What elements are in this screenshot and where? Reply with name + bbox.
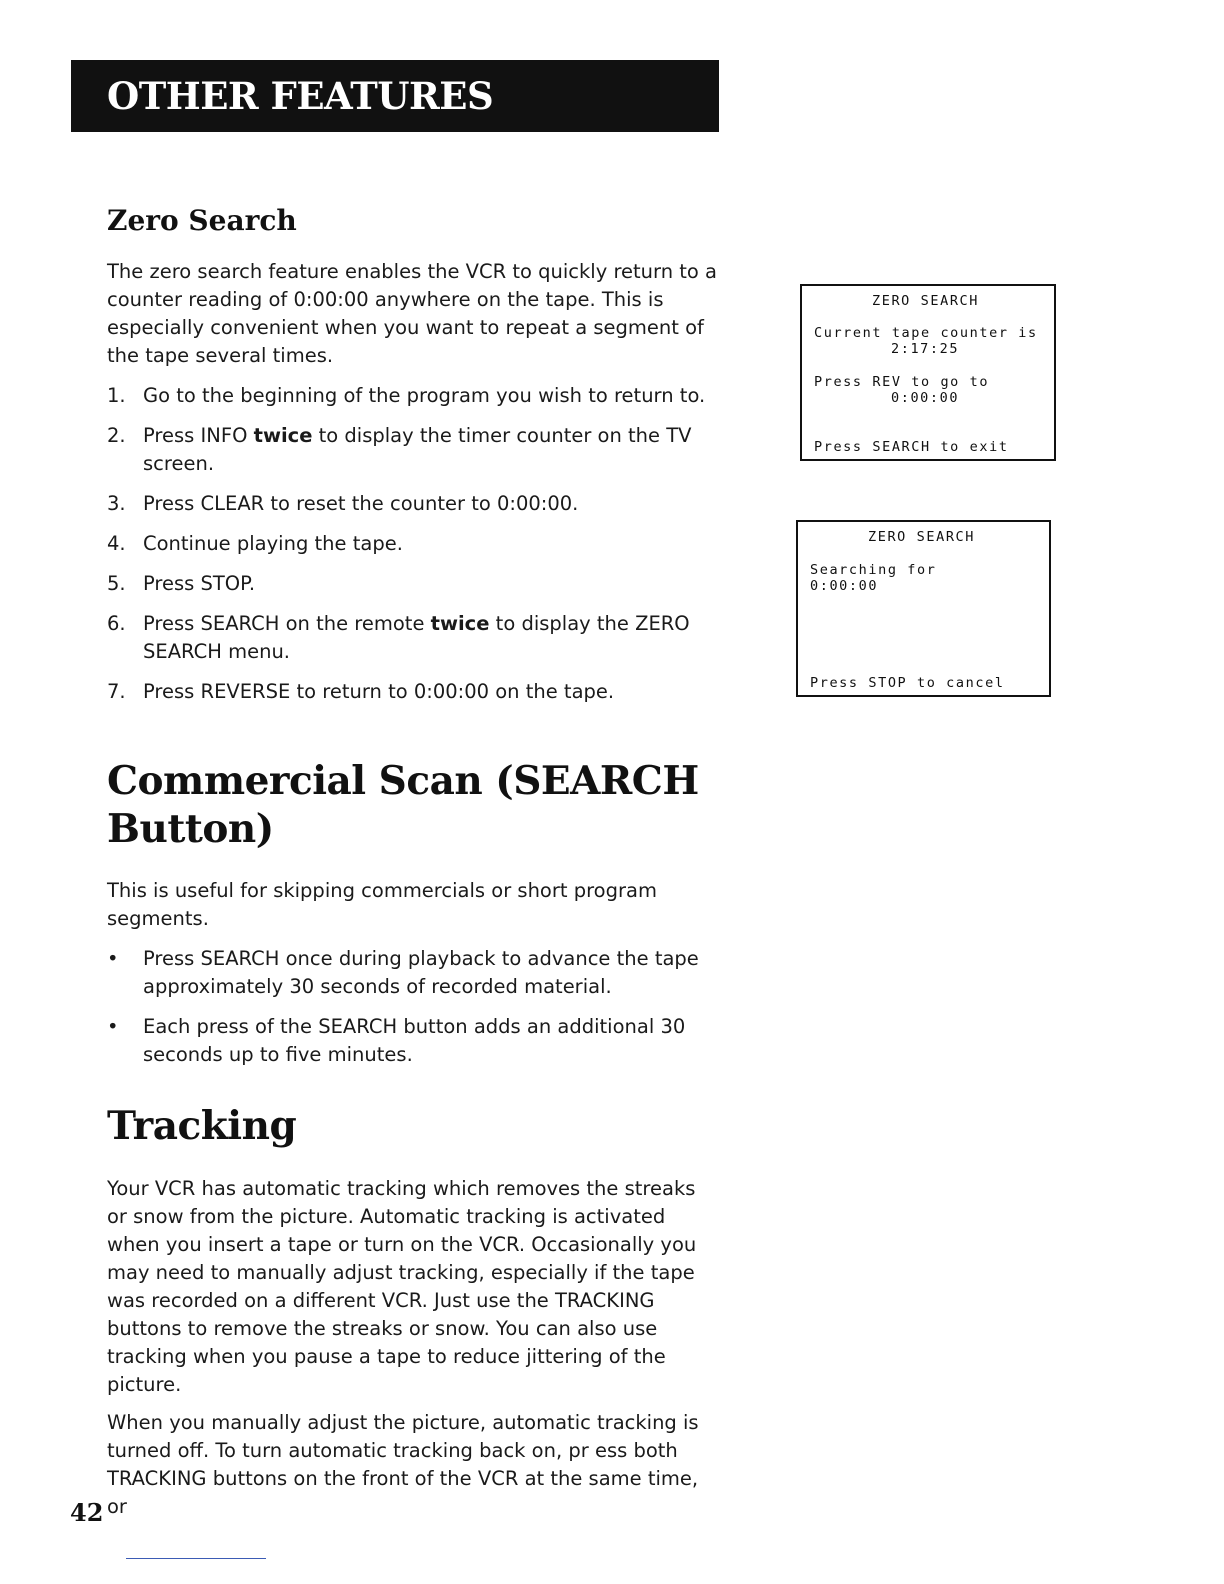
screen-text: Press REV to go to [814,374,990,390]
step-text: Press CLEAR to reset the counter to 0:00:00. [143,492,579,515]
step-text: Press REVERSE to return to 0:00:00 on the tape. [143,680,615,703]
zero-search-steps [107,382,717,706]
footer-rule [126,1558,266,1559]
tracking-paragraph: When you manually adjust the picture, automatic tracking is turned off. To turn automatic tracking back on, pr ess both TRACKING buttons on the front of the VCR at the same time, or [107,1411,699,1518]
step-text: Go to the beginning of the program you wish to return to. [143,384,706,407]
step-emphasis: twice [253,424,313,447]
step-text-end: to display the timer counter on the TV screen. [143,424,692,475]
section-header-bar [71,60,719,132]
screen-footer: Press SEARCH to exit [814,439,1009,455]
step-item [107,610,717,666]
screen-footer: Press STOP to cancel [810,675,1005,691]
screen-target-value: 0:00:00 [810,578,879,594]
zero-search-section [107,204,717,718]
zero-search-heading: Zero Search [107,204,297,237]
step-number: 2. [107,424,126,447]
bullet-item [107,945,717,1001]
commercial-scan-heading [107,757,717,853]
page-number: 42 [70,1498,104,1527]
screen-title: ZERO SEARCH [872,293,980,309]
step-item [107,530,717,558]
screen-title: ZERO SEARCH [868,529,976,545]
screen-text: Current tape counter is [814,325,1038,341]
step-emphasis: twice [430,612,490,635]
screen-target-value: 0:00:00 [891,390,960,406]
step-text-start: Press SEARCH on the remote [143,612,431,635]
zero-search-screen-searching [796,520,1051,697]
step-number: 5. [107,572,126,595]
commercial-scan-intro: This is useful for skipping commercials or short program segments. [107,879,657,930]
bullet-text: Each press of the SEARCH button adds an additional 30 seconds up to five minutes. [143,1015,686,1066]
bullet-marker: • [107,1015,119,1038]
step-number: 3. [107,492,126,515]
step-text: Continue playing the tape. [143,532,403,555]
commercial-scan-section [107,757,717,1081]
tracking-heading: Tracking [107,1103,297,1149]
step-item [107,678,717,706]
bullet-item [107,1013,717,1069]
step-text-start: Press INFO [143,424,254,447]
tracking-paragraph: Your VCR has automatic tracking which removes the streaks or snow from the picture. Automatic tracking is activated when you insert a tape or turn on the VCR. Occasionally you may need to manually adjust tracking, especially if the tape was recorded on a different VCR. Just use the TRACKING buttons to remove the streaks or snow. You can also use tracking when you pause a tape to reduce jittering of the picture. [107,1177,697,1396]
commercial-scan-bullets [107,945,717,1069]
step-number: 6. [107,612,126,635]
step-number: 4. [107,532,126,555]
heading-line: Button) [107,806,274,852]
step-text: Press STOP. [143,572,256,595]
heading-line: Commercial Scan (SEARCH [107,758,699,804]
bullet-text: Press SEARCH once during playback to advance the tape approximately 30 seconds of recorded material. [143,947,699,998]
zero-search-intro: The zero search feature enables the VCR to quickly return to a counter reading of 0:00:00 anywhere on the tape. This is especially convenient when you want to repeat a segment of the tape several times. [107,260,717,367]
tracking-section [107,1102,717,1531]
screen-text: Searching for [810,562,937,578]
step-number: 1. [107,384,126,407]
step-item [107,490,717,518]
zero-search-screen-counter [800,284,1056,461]
step-item [107,422,717,478]
section-header-title: OTHER FEATURES [107,74,494,118]
step-item [107,570,717,598]
bullet-marker: • [107,947,119,970]
step-item [107,382,717,410]
step-number: 7. [107,680,126,703]
step-text-end: to display the ZERO SEARCH menu. [143,612,690,663]
screen-counter-value: 2:17:25 [891,341,960,357]
